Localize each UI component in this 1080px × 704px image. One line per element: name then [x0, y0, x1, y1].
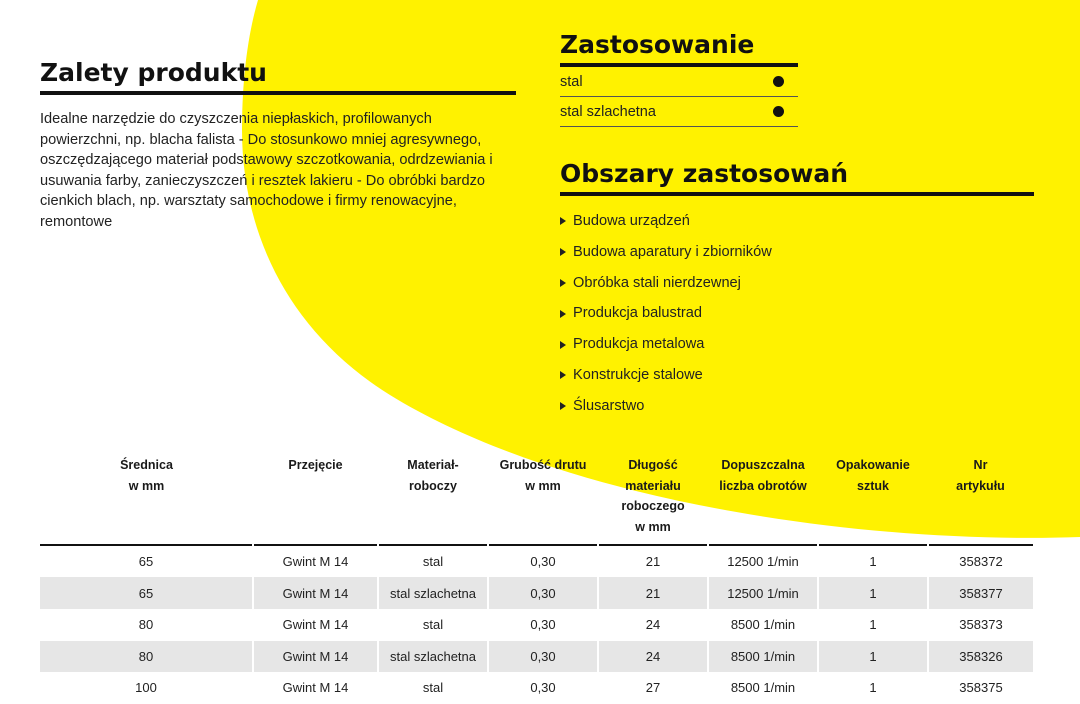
list-item	[560, 237, 1034, 268]
area-label: Konstrukcje stalowe	[573, 366, 703, 383]
cell-article-number: 358375	[928, 672, 1033, 704]
specifications-table	[40, 455, 1033, 704]
header-diameter: Średnica w mm	[120, 458, 173, 493]
table-row	[40, 609, 1033, 641]
area-label: Obróbka stali nierdzewnej	[573, 274, 741, 291]
cell-working-length: 21	[598, 545, 708, 578]
table-row	[40, 641, 1033, 673]
header-package: Opakowanie sztuk	[836, 458, 910, 493]
triangle-right-icon	[560, 371, 566, 379]
cell-material: stal szlachetna	[378, 641, 488, 673]
cell-working-length: 24	[598, 609, 708, 641]
table-row	[40, 672, 1033, 704]
cell-wire-thickness: 0,30	[488, 609, 598, 641]
cell-article-number: 358373	[928, 609, 1033, 641]
area-label: Ślusarstwo	[573, 397, 645, 414]
cell-diameter: 80	[40, 641, 253, 673]
area-label: Produkcja balustrad	[573, 305, 702, 322]
cell-material: stal	[378, 545, 488, 578]
advantages-description: Idealne narzędzie do czyszczenia niepłaskich, profilowanych powierzchni, np. blacha falista - Do stosunkowo mniej agresywnego, oszczędzającego materiał podstawowy szczotkowania, odrdzewiania i usuwania farby, zanieczyszczeń i resztek lakieru - Do obróbki bardzo cienkich blach, np. warsztaty samochodowe i firmy renowacyjne, remontowe	[40, 111, 493, 230]
area-label: Produkcja metalowa	[573, 336, 705, 353]
product-advantages-section	[40, 58, 516, 247]
cell-package: 1	[818, 641, 928, 673]
header-wire-thickness: Grubość drutu w mm	[499, 458, 587, 493]
cell-package: 1	[818, 545, 928, 578]
triangle-right-icon	[560, 217, 566, 225]
triangle-right-icon	[560, 248, 566, 256]
area-label: Budowa urządzeń	[573, 213, 690, 229]
application-label: stal szlachetna	[560, 103, 656, 120]
cell-mount: Gwint M 14	[253, 641, 378, 673]
application-label: stal	[560, 73, 583, 90]
cell-diameter: 65	[40, 577, 253, 609]
list-item	[560, 206, 1034, 237]
header-article-number: Nr artykułu	[956, 458, 1005, 493]
header-material: Materiał- roboczy	[407, 458, 459, 493]
table-header-row	[40, 455, 1033, 545]
header-max-speed: Dopuszczalna liczba obrotów	[719, 458, 807, 493]
triangle-right-icon	[560, 402, 566, 410]
cell-package: 1	[818, 577, 928, 609]
areas-title: Obszary zastosowań	[560, 159, 849, 188]
cell-mount: Gwint M 14	[253, 609, 378, 641]
cell-working-length: 27	[598, 672, 708, 704]
list-item	[560, 391, 1034, 422]
list-item	[560, 360, 1034, 391]
cell-article-number: 358377	[928, 577, 1033, 609]
areas-list	[560, 206, 1034, 422]
application-section	[560, 30, 798, 127]
cell-material: stal	[378, 672, 488, 704]
cell-wire-thickness: 0,30	[488, 672, 598, 704]
application-row-stainless	[560, 97, 798, 127]
advantages-title: Zalety produktu	[40, 58, 267, 87]
cell-working-length: 21	[598, 577, 708, 609]
application-title: Zastosowanie	[560, 30, 755, 59]
list-item	[560, 268, 1034, 299]
cell-wire-thickness: 0,30	[488, 545, 598, 578]
cell-mount: Gwint M 14	[253, 545, 378, 578]
cell-article-number: 358326	[928, 641, 1033, 673]
cell-diameter: 100	[135, 680, 157, 696]
application-row-steel	[560, 67, 798, 97]
cell-diameter: 80	[138, 617, 154, 633]
specifications-table-section	[40, 455, 1033, 704]
cell-max-speed: 12500 1/min	[708, 577, 818, 609]
cell-material: stal szlachetna	[378, 577, 488, 609]
cell-mount: Gwint M 14	[253, 672, 378, 704]
cell-max-speed: 12500 1/min	[708, 545, 818, 578]
cell-max-speed: 8500 1/min	[708, 641, 818, 673]
cell-wire-thickness: 0,30	[488, 577, 598, 609]
triangle-right-icon	[560, 279, 566, 287]
application-areas-section	[560, 159, 1034, 422]
black-dot-icon	[773, 106, 784, 117]
cell-diameter: 65	[138, 554, 154, 570]
advantages-title-rule	[40, 91, 516, 95]
triangle-right-icon	[560, 341, 566, 349]
header-working-length: Długość materiału roboczego w mm	[621, 458, 685, 535]
area-label: Budowa aparatury i zbiorników	[573, 243, 772, 260]
cell-package: 1	[818, 609, 928, 641]
header-mount: Przejęcie	[288, 458, 343, 472]
table-row	[40, 577, 1033, 609]
black-dot-icon	[773, 76, 784, 87]
cell-working-length: 24	[598, 641, 708, 673]
list-item	[560, 329, 1034, 360]
cell-mount: Gwint M 14	[253, 577, 378, 609]
table-row	[40, 545, 1033, 578]
cell-material: stal	[378, 609, 488, 641]
list-item	[560, 298, 1034, 329]
areas-title-rule	[560, 192, 1034, 196]
cell-package: 1	[818, 672, 928, 704]
triangle-right-icon	[560, 310, 566, 318]
cell-max-speed: 8500 1/min	[708, 672, 818, 704]
cell-article-number: 358372	[928, 545, 1033, 578]
cell-wire-thickness: 0,30	[488, 641, 598, 673]
cell-max-speed: 8500 1/min	[708, 609, 818, 641]
